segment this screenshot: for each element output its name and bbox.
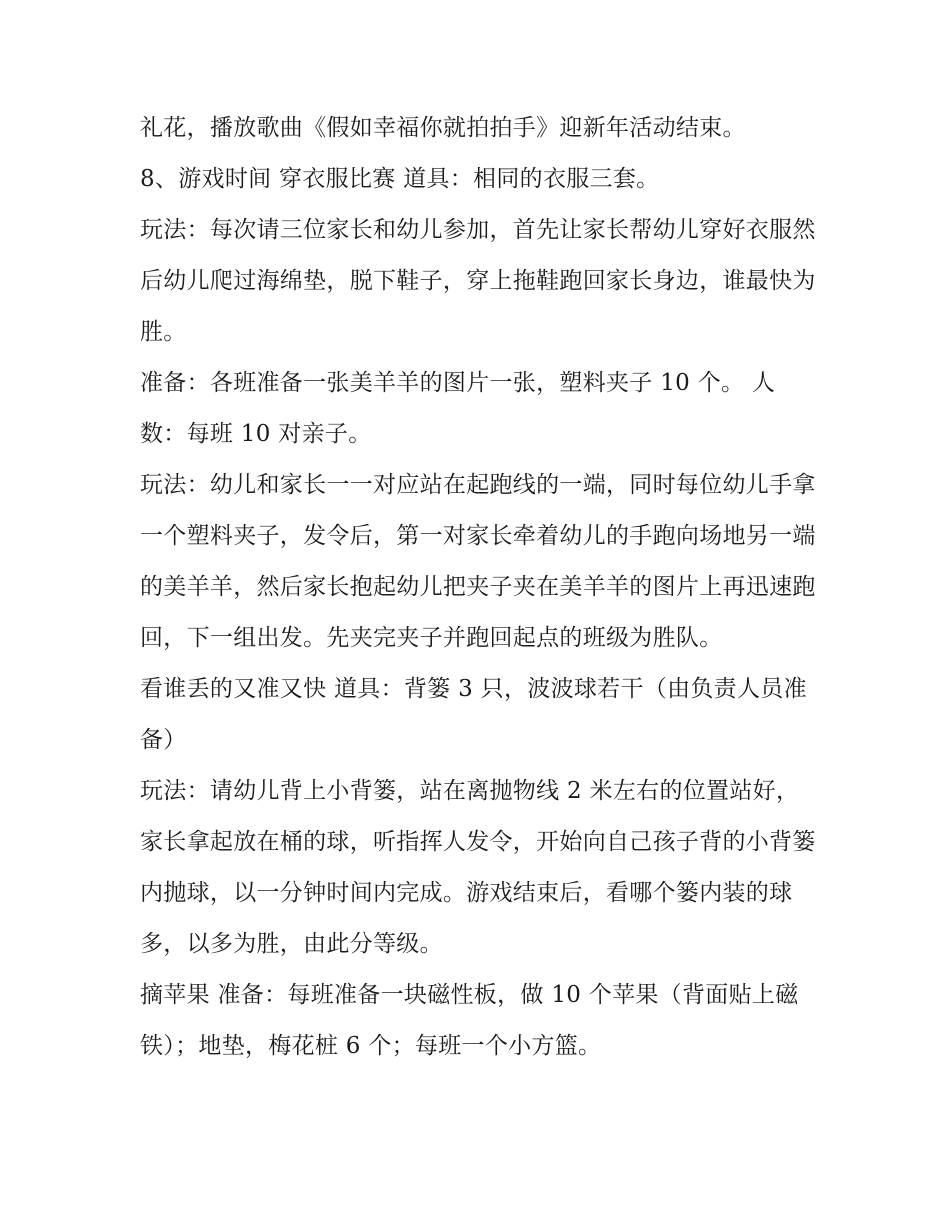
paragraph-throw-title: 看谁丢的又准又快 道具：背篓 3 只，波波球若干（由负责人员准备）	[140, 676, 807, 753]
paragraph-apple-prep: 摘苹果 准备：每班准备一块磁性板，做 10 个苹果（背面贴上磁铁）；地垫，梅花桩 6 个；每班一个小方篮。	[140, 982, 799, 1059]
paragraph-closing: 礼花，播放歌曲《假如幸福你就拍拍手》迎新年活动结束。	[140, 115, 746, 141]
paragraph-throw-rules: 玩法：请幼儿背上小背篓，站在离抛物线 2 米左右的位置站好，家长拿起放在桶的球，听指挥人发令，开始向自己孩子背的小背篓内抛球，以一分钟时间内完成。游戏结束后，看哪个篓内装的球多，以多为胜，由此分等级。	[140, 778, 816, 957]
paragraph-sheep-prep: 准备：各班准备一张美羊羊的图片一张，塑料夹子 10 个。 人数：每班 10 对亲子。	[140, 370, 776, 447]
paragraph-game-8-title: 8、游戏时间 穿衣服比赛 道具：相同的衣服三套。	[140, 166, 660, 192]
paragraph-sheep-rules: 玩法：幼儿和家长一一对应站在起跑线的一端，同时每位幼儿手拿一个塑料夹子，发令后，第一对家长牵着幼儿的手跑向场地另一端的美羊羊，然后家长抱起幼儿把夹子夹在美羊羊的图片上再迅速跑回，下一组出发。先夹完夹子并跑回起点的班级为胜队。	[140, 472, 816, 651]
document-body	[140, 103, 820, 1072]
paragraph-dressing-rules: 玩法：每次请三位家长和幼儿参加，首先让家长帮幼儿穿好衣服然后幼儿爬过海绵垫，脱下鞋子，穿上拖鞋跑回家长身边，谁最快为胜。	[140, 217, 816, 345]
